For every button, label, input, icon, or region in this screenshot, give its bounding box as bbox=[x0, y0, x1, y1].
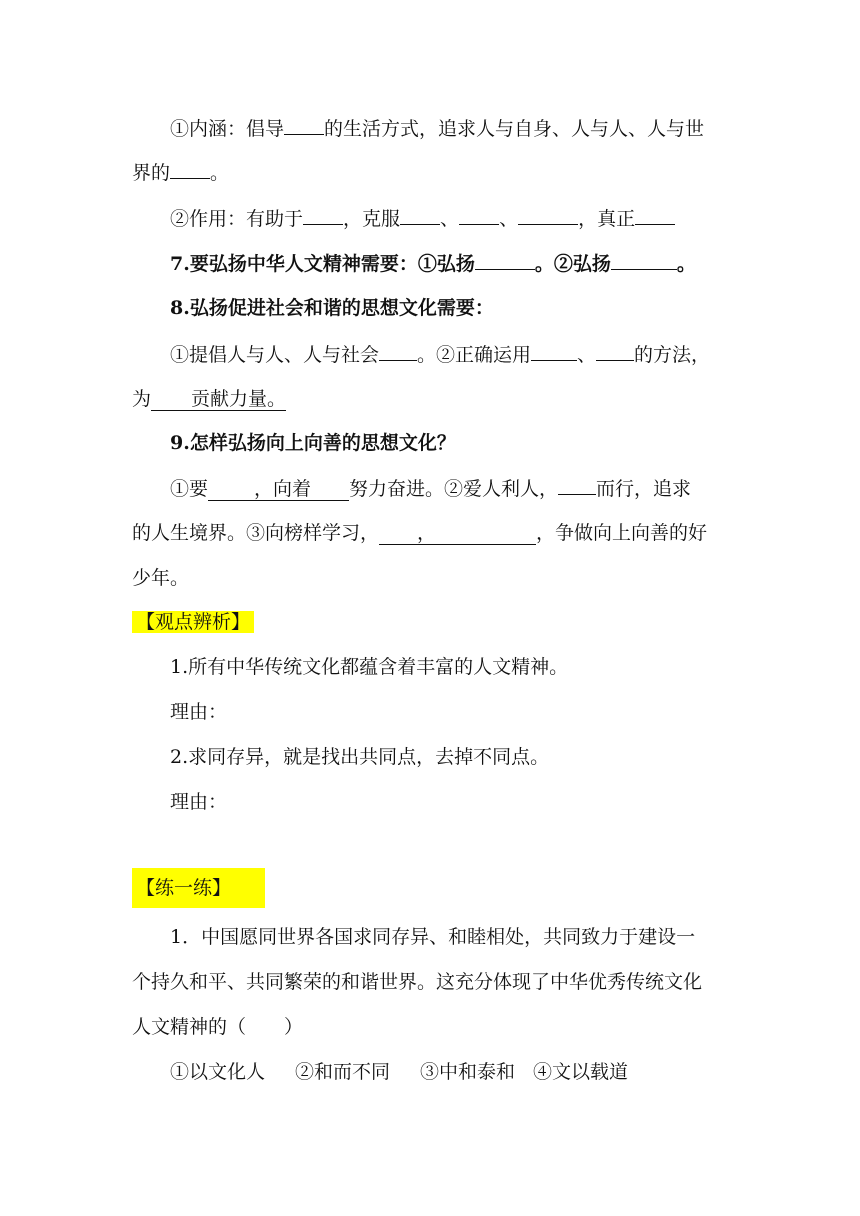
punct: 。 bbox=[210, 162, 230, 184]
q9-text-e: 的人生境界。③向榜样学习， bbox=[132, 522, 380, 544]
q8-text-d: 为 bbox=[132, 388, 152, 410]
punct: 、 bbox=[577, 344, 597, 366]
q9-line2 bbox=[132, 519, 732, 547]
q9-line3: 少年。 bbox=[132, 567, 190, 589]
practice-q1-options bbox=[170, 1058, 770, 1086]
blank[interactable] bbox=[379, 340, 417, 361]
punct: ， bbox=[343, 208, 363, 230]
q6-meaning-text-a: ①内涵：倡导 bbox=[170, 118, 285, 140]
q6-meaning-text-c: 界的 bbox=[132, 162, 171, 184]
practice-q1-line1: 1．中国愿同世界各国求同存异、和睦相处，共同致力于建设一 bbox=[170, 926, 696, 948]
option-2[interactable]: ②和而不同 bbox=[295, 1061, 391, 1083]
q6-role-text-b: 克服 bbox=[362, 208, 401, 230]
q6-role-line bbox=[170, 204, 770, 233]
blank[interactable] bbox=[635, 204, 675, 225]
option-3[interactable]: ③中和泰和 bbox=[420, 1061, 516, 1083]
blank[interactable] bbox=[611, 249, 677, 270]
blank[interactable] bbox=[596, 340, 634, 361]
q9-text-g: ，争做向上向善的好 bbox=[536, 522, 708, 544]
blank[interactable] bbox=[459, 204, 499, 225]
option-4[interactable]: ④文以载道 bbox=[533, 1061, 629, 1083]
q6-meaning-text-b: 的生活方式，追求人与自身、人与人、人与世 bbox=[324, 118, 705, 140]
blank[interactable] bbox=[303, 204, 343, 225]
blank[interactable] bbox=[558, 474, 596, 495]
q8-text-a: ①提倡人与人、人与社会 bbox=[170, 344, 380, 366]
q8-title: 8.弘扬促进社会和谐的思想文化需要： bbox=[170, 297, 494, 319]
q9-text-c: 努力奋进。②爱人利人， bbox=[349, 478, 559, 500]
q7-mid: 。②弘扬 bbox=[534, 253, 611, 275]
blank[interactable] bbox=[284, 114, 324, 135]
q8-text-e: 贡献力量。 bbox=[191, 388, 287, 410]
q6-role-text-c: 真正 bbox=[597, 208, 636, 230]
analysis-reason-2: 理由： bbox=[170, 791, 228, 813]
q8-underlined-blank[interactable] bbox=[151, 388, 286, 411]
q6-role-text-a: ②作用：有助于 bbox=[170, 208, 304, 230]
blank[interactable] bbox=[518, 204, 578, 225]
punct: 、 bbox=[440, 208, 460, 230]
q9-line1 bbox=[170, 474, 770, 503]
punct: 、 bbox=[499, 208, 519, 230]
q8-line1 bbox=[170, 340, 770, 369]
punct: ， bbox=[578, 208, 598, 230]
q9-text-b: ，向着 bbox=[254, 478, 312, 500]
blank[interactable] bbox=[170, 158, 210, 179]
q9-text-a: ①要 bbox=[170, 478, 209, 500]
practice-header-label: 【练一练】 bbox=[132, 868, 265, 908]
q6-meaning-line2 bbox=[132, 158, 732, 187]
q9-text-f: ， bbox=[417, 522, 437, 544]
analysis-reason-1: 理由： bbox=[170, 701, 228, 723]
q8-line2 bbox=[132, 385, 732, 413]
analysis-header bbox=[132, 608, 732, 636]
q7-title: 7.要弘扬中华人文精神需要：①弘扬 bbox=[170, 253, 475, 275]
q9-underlined-blank[interactable] bbox=[208, 478, 349, 501]
q9-text-d: 而行，追求 bbox=[596, 478, 692, 500]
q9-title: 9.怎样弘扬向上向善的思想文化？ bbox=[170, 432, 456, 454]
q6-meaning-line bbox=[170, 114, 770, 143]
blank[interactable] bbox=[400, 204, 440, 225]
analysis-item-1: 1.所有中华传统文化都蕴含着丰富的人文精神。 bbox=[170, 656, 569, 678]
punct: 。 bbox=[676, 253, 696, 275]
practice-q1-line3: 人文精神的（ ） bbox=[132, 1016, 304, 1038]
blank[interactable] bbox=[531, 340, 577, 361]
blank[interactable] bbox=[475, 249, 535, 270]
practice-header bbox=[132, 868, 732, 908]
q8-text-b: 。②正确运用 bbox=[417, 344, 532, 366]
practice-q1-line2: 个持久和平、共同繁荣的和谐世界。这充分体现了中华优秀传统文化 bbox=[132, 971, 703, 993]
q7-line bbox=[170, 249, 770, 278]
q9-underlined-blank-2[interactable] bbox=[379, 522, 536, 545]
analysis-header-label: 【观点辨析】 bbox=[132, 611, 254, 633]
q8-text-c: 的方法， bbox=[634, 344, 711, 366]
option-1[interactable]: ①以文化人 bbox=[170, 1061, 266, 1083]
analysis-item-2: 2.求同存异，就是找出共同点，去掉不同点。 bbox=[170, 746, 550, 768]
